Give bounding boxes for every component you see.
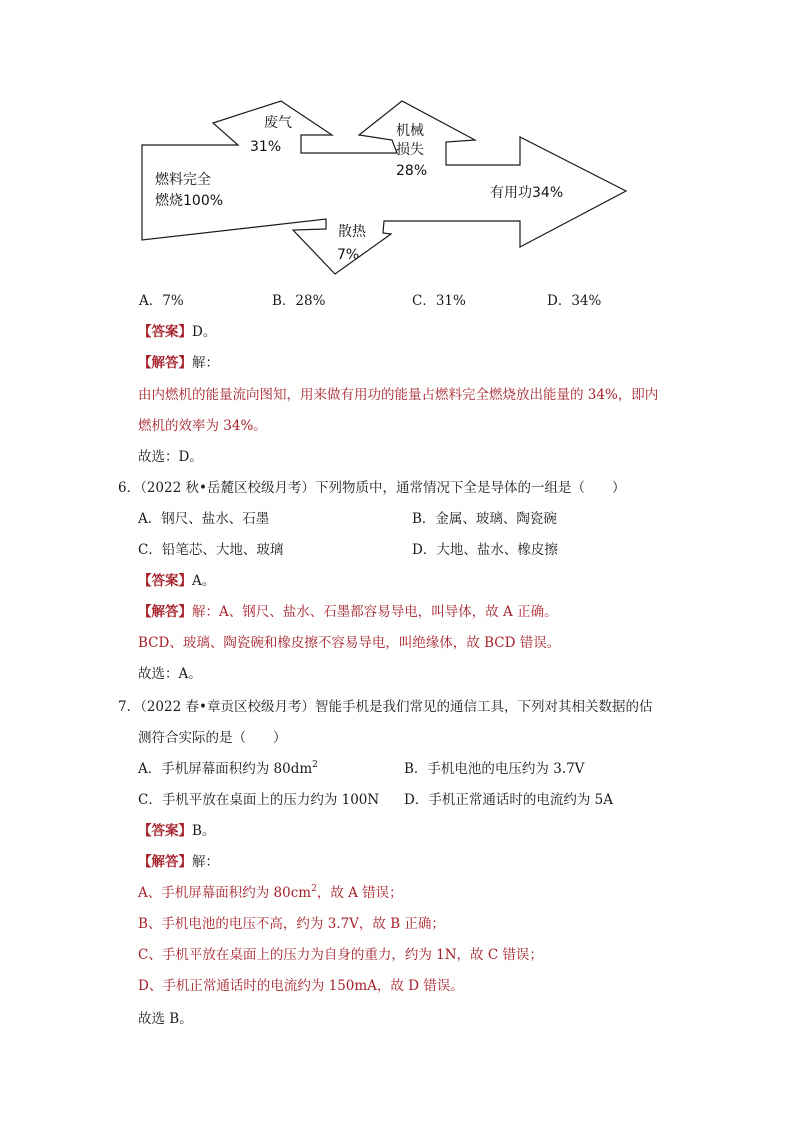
q5-analysis-lead: 解： xyxy=(192,355,219,371)
mech-loss-label-line1: 机械 xyxy=(396,123,424,139)
q5-option-b: B．28% xyxy=(272,293,326,309)
q7-answer-tag: 【答案】 xyxy=(138,823,192,839)
q7-analysis-line-b: B、手机电池的电压不高，约为 3.7V，故 B 正确； xyxy=(138,916,445,932)
q5-answer-tag: 【答案】 xyxy=(138,324,192,340)
q7-line-a-superscript: 2 xyxy=(311,884,317,894)
q7-option-c: C．手机平放在桌面上的压力约为 100N xyxy=(138,792,380,808)
heat-loss-label: 散热 xyxy=(338,224,366,240)
q5-analysis-tag: 【解答】 xyxy=(138,355,192,371)
q5-analysis-heading xyxy=(138,353,219,373)
q6-stem: 6．（2022 秋•岳麓区校级月考）下列物质中，通常情况下全是导体的一组是（ ） xyxy=(118,480,626,496)
q6-answer-tag: 【答案】 xyxy=(138,573,192,589)
q6-analysis-line1 xyxy=(138,602,558,622)
q6-option-d: D．大地、盐水、橡皮擦 xyxy=(412,542,558,558)
q5-answer-value: D。 xyxy=(192,324,217,340)
q7-option-b: B．手机电池的电压约为 3.7V xyxy=(404,761,585,777)
q5-analysis-line1: 由内燃机的能量流向图知，用来做有用功的能量占燃料完全燃烧放出能量的 34%，即内 xyxy=(138,387,659,403)
q7-analysis-lead: 解： xyxy=(192,854,219,870)
q7-stem-line1: 7．（2022 春•章贡区校级月考）智能手机是我们常见的通信工具，下列对其相关数据的估 xyxy=(118,699,653,715)
q7-conclusion: 故选 B。 xyxy=(138,1011,193,1027)
q5-answer xyxy=(138,322,216,342)
mech-loss-label-line2: 损失 xyxy=(396,142,424,158)
q6-analysis-tag: 【解答】 xyxy=(138,604,192,620)
q7-answer xyxy=(138,821,215,841)
q7-analysis-tag: 【解答】 xyxy=(138,854,192,870)
mech-loss-value: 28% xyxy=(396,163,428,179)
source-label-line2: 燃烧100% xyxy=(155,193,224,209)
q5-option-c: C．31% xyxy=(412,293,466,309)
q6-option-c: C．铅笔芯、大地、玻璃 xyxy=(138,542,284,558)
q5-option-d: D．34% xyxy=(547,293,602,309)
useful-work-label: 有用功34% xyxy=(490,185,564,201)
q6-option-b: B．金属、玻璃、陶瓷碗 xyxy=(412,511,557,527)
q7-line-a-post: ，故 A 错误； xyxy=(316,885,403,901)
q7-analysis-line-d: D、手机正常通话时的电流约为 150mA，故 D 错误。 xyxy=(138,978,464,994)
q7-stem-line2: 测符合实际的是（ ） xyxy=(138,730,287,746)
energy-flow-diagram xyxy=(130,95,630,280)
exhaust-value: 31% xyxy=(250,139,282,155)
q7-option-a-text: A．手机屏幕面积约为 80dm xyxy=(138,761,313,777)
q7-answer-value: B。 xyxy=(192,823,216,839)
q7-option-a xyxy=(138,759,318,779)
q6-option-a: A．钢尺、盐水、石墨 xyxy=(138,511,270,527)
q6-conclusion: 故选：A。 xyxy=(138,666,202,682)
q5-option-a: A．7% xyxy=(139,293,184,309)
exhaust-label: 废气 xyxy=(264,115,292,131)
q7-option-a-superscript: 2 xyxy=(312,760,318,770)
q6-answer-value: A。 xyxy=(192,573,216,589)
q7-analysis-line-a xyxy=(138,883,403,903)
q7-analysis-line-c: C、手机平放在桌面上的压力为自身的重力，约为 1N，故 C 错误； xyxy=(138,947,543,963)
q7-line-a-pre: A、手机屏幕面积约为 80cm xyxy=(138,885,312,901)
q6-analysis-line2: BCD、玻璃、陶瓷碗和橡皮擦不容易导电，叫绝缘体，故 BCD 错误。 xyxy=(138,635,561,651)
q7-analysis-heading xyxy=(138,852,219,872)
source-label-line1: 燃料完全 xyxy=(155,172,211,188)
q5-conclusion: 故选：D。 xyxy=(138,449,203,465)
q6-analysis-text1: 解：A、钢尺、盐水、石墨都容易导电，叫导体，故 A 正确。 xyxy=(192,604,558,620)
energy-flow-svg xyxy=(130,95,630,280)
q5-analysis-line2: 燃机的效率为 34%。 xyxy=(138,418,267,434)
q7-option-d: D．手机正常通话时的电流约为 5A xyxy=(404,792,613,808)
q6-answer xyxy=(138,571,215,591)
heat-loss-value: 7% xyxy=(337,247,360,263)
